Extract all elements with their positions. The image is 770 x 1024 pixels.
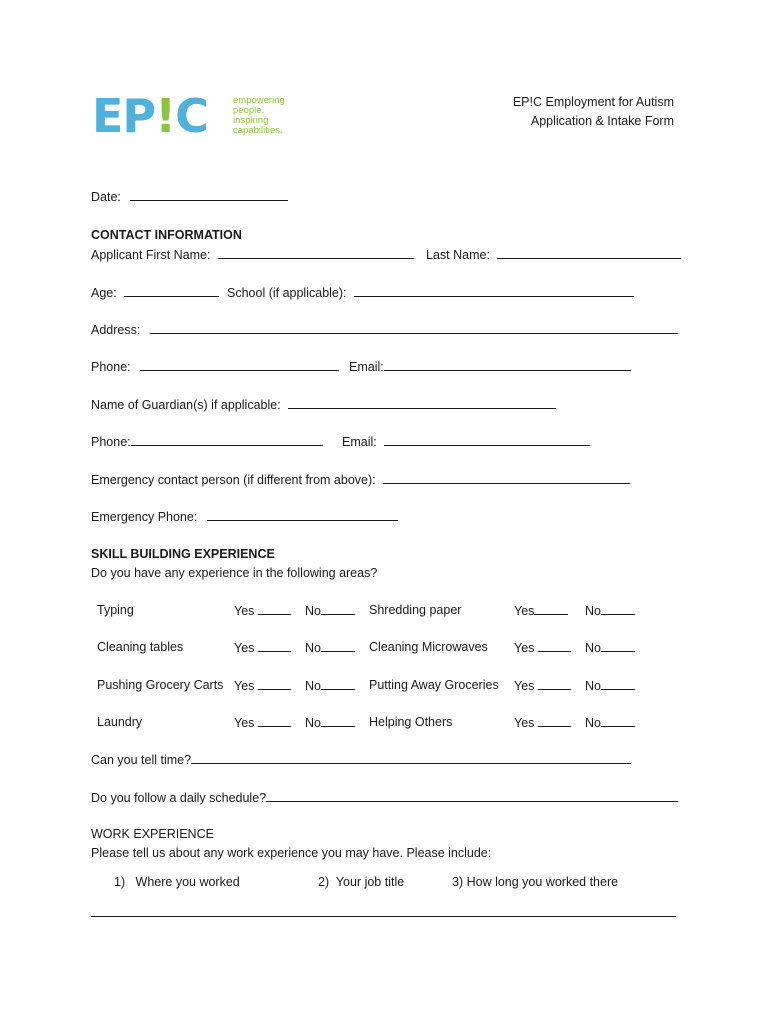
- no-label: No: [305, 679, 321, 693]
- yes-field[interactable]: [258, 714, 291, 727]
- guardian-row: [91, 396, 556, 413]
- yes-label: Yes: [234, 679, 255, 693]
- yes-label: Yes: [514, 641, 535, 655]
- skill-right-no: [585, 714, 635, 731]
- tell-time-field[interactable]: [191, 751, 631, 764]
- phone-field[interactable]: [140, 358, 339, 371]
- yes-field[interactable]: [258, 639, 291, 652]
- skills-heading: SKILL BUILDING EXPERIENCE: [91, 547, 275, 561]
- tell-time-label: Can you tell time?: [91, 753, 192, 767]
- skill-right-label: Shredding paper: [369, 603, 462, 617]
- first-name-field[interactable]: [218, 246, 414, 259]
- school-field[interactable]: [354, 284, 634, 297]
- skill-right-label: Putting Away Groceries: [369, 678, 499, 692]
- logo-tagline-line: empowering: [233, 95, 285, 106]
- guardian-phone-label: Phone:: [91, 435, 131, 449]
- last-name-label: Last Name:: [426, 248, 490, 262]
- yes-field[interactable]: [258, 602, 291, 615]
- date-label: Date:: [91, 190, 121, 204]
- email-field[interactable]: [384, 358, 631, 371]
- yes-label: Yes: [234, 716, 255, 730]
- emergency-person-field[interactable]: [383, 471, 630, 484]
- guardian-phone-field[interactable]: [131, 433, 323, 446]
- schedule-label: Do you follow a daily schedule?: [91, 791, 267, 805]
- no-field[interactable]: [321, 677, 355, 690]
- skill-left-no: [305, 714, 355, 731]
- emergency-person-row: [91, 471, 630, 488]
- age-label: Age:: [91, 286, 117, 300]
- skill-left-label: Typing: [97, 603, 134, 617]
- age-row: [91, 284, 219, 301]
- yes-label: Yes: [514, 679, 535, 693]
- logo-letters-post: C: [175, 89, 208, 143]
- guardian-email-label: Email:: [342, 435, 377, 449]
- yes-field[interactable]: [258, 677, 291, 690]
- skill-right-yes: [514, 714, 571, 731]
- work-instructions: Please tell us about any work experience you may have. Please include:: [91, 846, 492, 860]
- skill-right-label: Helping Others: [369, 715, 453, 729]
- no-label: No: [305, 604, 321, 618]
- skill-left-no: [305, 677, 355, 694]
- skill-left-label: Laundry: [97, 715, 143, 729]
- no-label: No: [585, 641, 601, 655]
- emergency-phone-label: Emergency Phone:: [91, 510, 198, 524]
- logo-letters: [92, 89, 208, 143]
- emergency-person-label: Emergency contact person (if different from above):: [91, 473, 376, 487]
- phone-row: [91, 358, 339, 375]
- no-label: No: [585, 604, 601, 618]
- address-label: Address:: [91, 323, 141, 337]
- yes-label: Yes: [234, 641, 255, 655]
- work-item-title: 2) Your job title: [318, 875, 405, 889]
- contact-heading: CONTACT INFORMATION: [91, 228, 242, 242]
- school-row: [227, 284, 634, 301]
- first-name-row: [91, 246, 414, 263]
- guardian-label: Name of Guardian(s) if applicable:: [91, 398, 281, 412]
- skill-left-label: Cleaning tables: [97, 640, 184, 654]
- logo-tagline-line: inspiring: [233, 115, 269, 126]
- skills-question: Do you have any experience in the following areas?: [91, 566, 378, 580]
- no-label: No: [305, 716, 321, 730]
- skill-left-yes: [234, 714, 291, 731]
- yes-label: Yes: [234, 604, 255, 618]
- no-label: No: [305, 641, 321, 655]
- school-label: School (if applicable):: [227, 286, 347, 300]
- date-row: [91, 188, 288, 205]
- yes-label: Yes: [514, 716, 535, 730]
- no-field[interactable]: [601, 602, 635, 615]
- tell-time-row: [91, 751, 631, 768]
- last-name-row: [426, 246, 681, 263]
- emergency-phone-row: [91, 508, 398, 525]
- yes-label: Yes: [514, 604, 535, 618]
- age-field[interactable]: [124, 284, 219, 297]
- form-title-line2: Application & Intake Form: [530, 114, 674, 128]
- guardian-email-field[interactable]: [384, 433, 590, 446]
- date-field[interactable]: [130, 188, 288, 201]
- no-field[interactable]: [601, 639, 635, 652]
- yes-field[interactable]: [534, 602, 568, 615]
- no-label: No: [585, 716, 601, 730]
- last-name-field[interactable]: [497, 246, 681, 259]
- address-field[interactable]: [150, 321, 678, 334]
- work-item-where: 1) Where you worked: [114, 875, 240, 889]
- yes-field[interactable]: [538, 677, 571, 690]
- skill-right-no: [585, 602, 635, 619]
- guardian-phone-row: [91, 433, 323, 450]
- skill-left-yes: [234, 677, 291, 694]
- logo-tagline-line: capabilities.: [233, 125, 283, 136]
- logo-letters-pre: EP: [92, 89, 156, 143]
- schedule-field[interactable]: [266, 789, 678, 802]
- logo-tagline: [233, 96, 285, 136]
- no-field[interactable]: [321, 714, 355, 727]
- address-row: [91, 321, 678, 338]
- no-field[interactable]: [321, 639, 355, 652]
- schedule-row: [91, 789, 678, 806]
- logo-tagline-line: people.: [233, 105, 265, 116]
- skill-left-no: [305, 602, 355, 619]
- skill-left-yes: [234, 639, 291, 656]
- logo-bang: !: [155, 89, 176, 143]
- skill-left-yes: [234, 602, 291, 619]
- phone-label: Phone:: [91, 360, 131, 374]
- work-item-duration: 3) How long you worked there: [452, 875, 619, 889]
- form-title-line1: EP!C Employment for Autism: [512, 95, 674, 109]
- no-field[interactable]: [321, 602, 355, 615]
- work-heading: WORK EXPERIENCE: [91, 827, 214, 841]
- skill-right-label: Cleaning Microwaves: [369, 640, 488, 654]
- guardian-email-row: [342, 433, 590, 450]
- skill-right-yes: [514, 602, 568, 619]
- no-field[interactable]: [601, 714, 635, 727]
- skill-left-label: Pushing Grocery Carts: [97, 678, 224, 692]
- yes-field[interactable]: [538, 639, 571, 652]
- epic-logo: [92, 89, 292, 143]
- guardian-field[interactable]: [288, 396, 556, 409]
- skill-right-no: [585, 639, 635, 656]
- email-row: [349, 358, 631, 375]
- emergency-phone-field[interactable]: [207, 508, 398, 521]
- no-label: No: [585, 679, 601, 693]
- first-name-label: Applicant First Name:: [91, 248, 211, 262]
- skill-right-no: [585, 677, 635, 694]
- email-label: Email:: [349, 360, 384, 374]
- yes-field[interactable]: [538, 714, 571, 727]
- skill-right-yes: [514, 639, 571, 656]
- no-field[interactable]: [601, 677, 635, 690]
- work-answer-line[interactable]: [91, 916, 676, 917]
- skill-right-yes: [514, 677, 571, 694]
- skill-left-no: [305, 639, 355, 656]
